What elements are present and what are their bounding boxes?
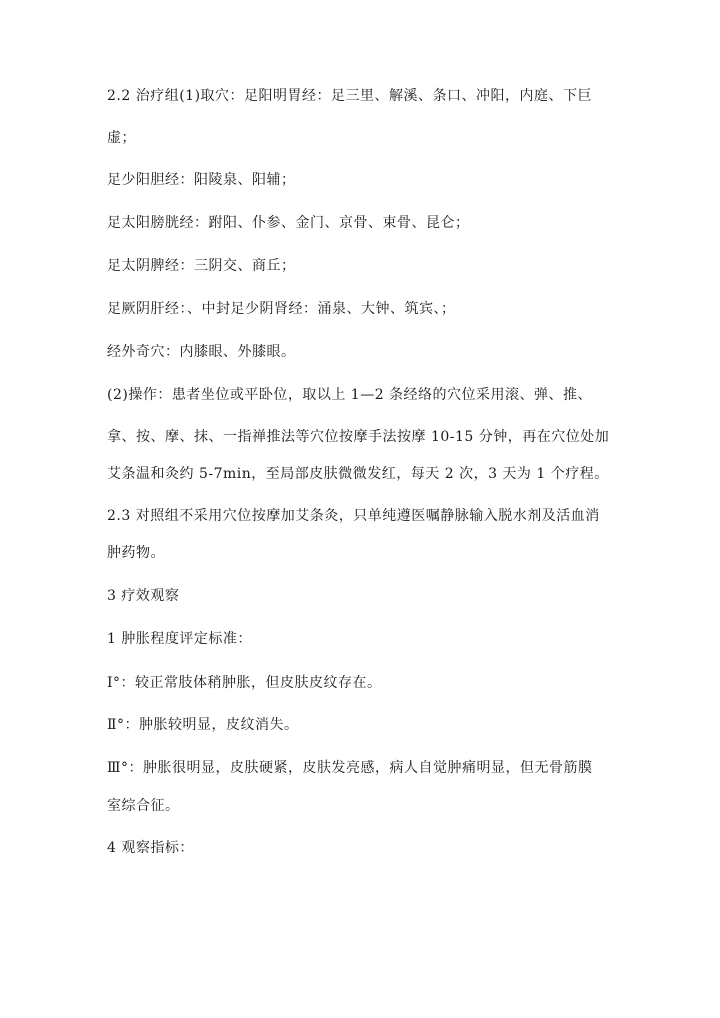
text-line: 足太阴脾经：三阴交、商丘； xyxy=(107,258,296,274)
section-heading-4: 4 观察指标： xyxy=(107,840,194,856)
text-line-section-2-3: 2.3 对照组不采用穴位按摩加艾条灸，只单纯遵医嘱静脉输入脱水剂及活血消 xyxy=(107,508,600,524)
text-line: 拿、按、摩、抹、一指禅推法等穴位按摩手法按摩 10-15 分钟，再在穴位处加 xyxy=(107,429,610,445)
text-line: 足太阳膀胱经：跗阳、仆参、金门、京骨、束骨、昆仑； xyxy=(107,215,470,231)
grade-1-line: Ⅰ°：较正常肢体稍肿胀，但皮肤皮纹存在。 xyxy=(107,675,382,691)
section-heading-3: 3 疗效观察 xyxy=(107,588,180,604)
grade-2-line: Ⅱ°：肿胀较明显，皮纹消失。 xyxy=(107,717,299,733)
text-line: 艾条温和灸约 5-7min，至局部皮肤微微发红，每天 2 次，3 天为 1 个疗程。 xyxy=(107,466,609,482)
text-line: 虚； xyxy=(107,130,136,146)
text-line: 肿药物。 xyxy=(107,545,165,561)
text-line: 经外奇穴：内膝眼、外膝眼。 xyxy=(107,344,296,360)
text-line: 足少阳胆经：阳陵泉、阳辅； xyxy=(107,172,296,188)
text-line-operation: (2)操作：患者坐位或平卧位，取以上 1—2 条经络的穴位采用滚、弹、推、 xyxy=(107,387,593,403)
text-line-section-2-2: 2.2 治疗组(1)取穴：足阳明胃经：足三里、解溪、条口、冲阳，内庭、下巨 xyxy=(107,88,593,104)
subheading-swelling-criteria: 1 肿胀程度评定标准： xyxy=(107,631,252,647)
text-line: 室综合征。 xyxy=(107,798,180,814)
grade-3-line: Ⅲ°：肿胀很明显，皮肤硬紧，皮肤发亮感，病人自觉肿痛明显，但无骨筋膜 xyxy=(107,760,593,776)
text-line: 足厥阴肝经：、中封足少阴肾经：涌泉、大钟、筑宾、； xyxy=(107,301,456,317)
